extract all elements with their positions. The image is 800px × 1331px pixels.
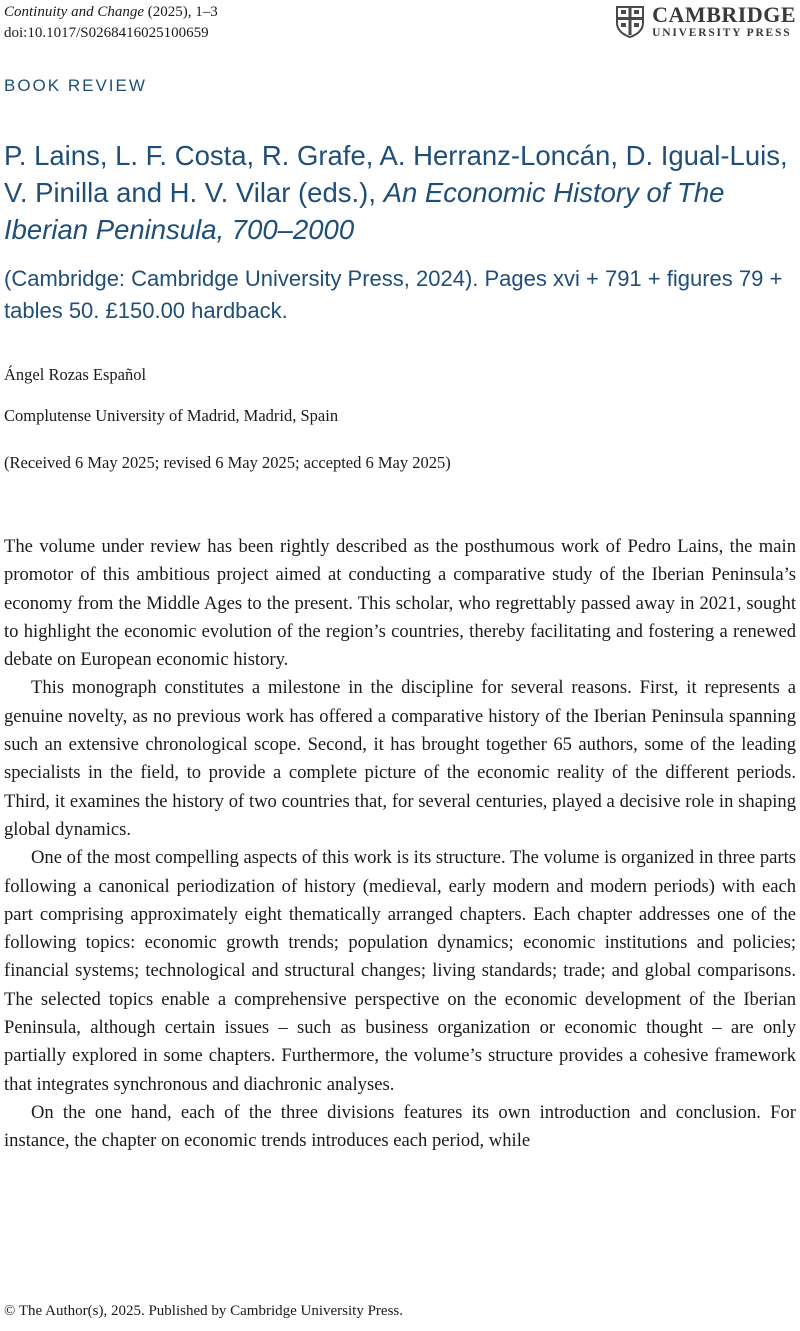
article-title bbox=[4, 137, 796, 248]
journal-citation bbox=[4, 2, 218, 23]
journal-name: Continuity and Change bbox=[4, 4, 144, 20]
logo-line-2: UNIVERSITY PRESS bbox=[652, 27, 792, 39]
book-title: An Economic History of The Iberian Peninsula, 700–2000 bbox=[4, 177, 725, 245]
section-label: BOOK REVIEW bbox=[4, 76, 147, 95]
paragraph: One of the most compelling aspects of this work is its structure. The volume is organized in three parts following a canonical periodization of history (medieval, early modern and modern periods) with each part comprising approximately eight thematically arranged chapters. Each chapter addresses one of the following topics: economic growth trends; population dynamics; economic institutions and policies; financial systems; technological and structural changes; living standards; trade; and global comparisons. The selected topics enable a comprehensive perspective on the economic development of the Iberian Peninsula, although certain issues – such as business organization or economic thought – are only partially explored in some chapters. Furthermore, the volume’s structure provides a cohesive framework that integrates synchronous and diachronic analyses. bbox=[4, 847, 796, 1095]
journal-info: (2025), 1–3 bbox=[144, 4, 218, 20]
article-history: (Received 6 May 2025; revised 6 May 2025; accepted 6 May 2025) bbox=[4, 453, 451, 472]
journal-header bbox=[4, 2, 218, 44]
book-editors: P. Lains, L. F. Costa, R. Grafe, A. Herranz-Loncán, D. Igual-Luis, V. Pinilla and H. V. Vilar (eds.), bbox=[4, 140, 788, 208]
paragraph: This monograph constitutes a milestone in the discipline for several reasons. First, it represents a genuine novelty, as no previous work has offered a comparative history of the Iberian Peninsula spanning such an extensive chronological scope. Second, it has brought together 65 authors, some of the leading specialists in the field, to provide a complete picture of the economic reality of the different periods. Third, it examines the history of two countries that, for several centuries, played a decisive role in shaping global dynamics. bbox=[4, 677, 796, 840]
logo-line-1: CAMBRIDGE bbox=[652, 2, 796, 27]
reviewer-affiliation: Complutense University of Madrid, Madrid, Spain bbox=[4, 406, 339, 425]
publisher-logo bbox=[615, 4, 796, 40]
publication-info: (Cambridge: Cambridge University Press, 2024). Pages xvi + 791 + figures 79 + tables 50. £150.00 hardback. bbox=[4, 266, 783, 323]
doi-link[interactable]: doi:10.1017/S0268416025100659 bbox=[4, 25, 209, 41]
cambridge-shield-icon bbox=[615, 5, 645, 39]
copyright-notice: © The Author(s), 2025. Published by Cambridge University Press. bbox=[4, 1303, 404, 1319]
paragraph: On the one hand, each of the three divisions features its own introduction and conclusion. For instance, the chapter on economic trends introduces each period, while bbox=[4, 1101, 796, 1152]
article-body bbox=[4, 533, 796, 1156]
reviewer-name: Ángel Rozas Español bbox=[4, 365, 147, 384]
paragraph: The volume under review has been rightly described as the posthumous work of Pedro Lains, the main promotor of this ambitious project aimed at conducting a comparative study of the Iberian Peninsula’s economy from the Middle Ages to the present. This scholar, who regrettably passed away in 2021, sought to highlight the economic evolution of the region’s countries, thereby facilitating and fostering a renewed debate on European economic history. bbox=[4, 536, 796, 671]
